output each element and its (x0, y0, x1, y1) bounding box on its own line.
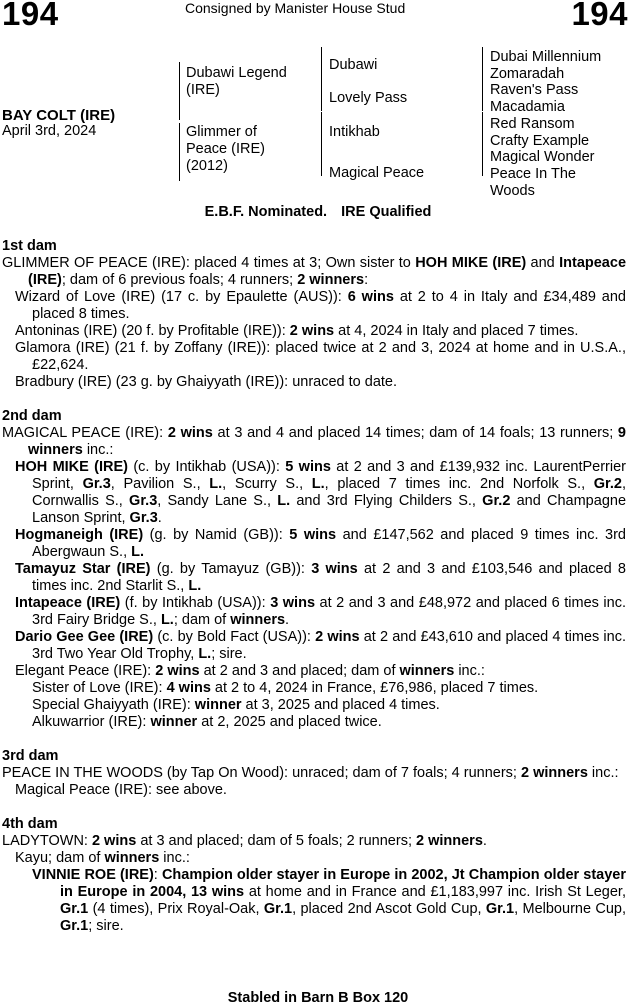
pedigree-bracket (482, 47, 483, 111)
first-dam-heading: 1st dam (2, 238, 57, 254)
fourth-dam-paragraph: LADYTOWN: 2 wins at 3 and placed; dam of 5 foals; 2 runners; 2 winners. (2, 833, 487, 849)
third-dam-paragraph: PEACE IN THE WOODS (by Tap On Wood): unraced; dam of 7 foals; 4 runners; 2 winners inc.: (2, 765, 619, 781)
pedigree-gen4-7: Magical Wonder (490, 149, 595, 165)
grand-produce-entry: Sister of Love (IRE): 4 wins at 2 to 4, 2024 in France, £76,986, placed 7 times. (32, 680, 539, 696)
produce-entry: Hogmaneigh (IRE) (g. by Namid (GB)): 5 wins and £147,562 and placed 9 times inc. 3rd Abergwaun S., L. (15, 527, 626, 560)
produce-entry: Kayu; dam of winners inc.: (15, 850, 190, 866)
pedigree-bracket (321, 47, 322, 111)
foal-entry: Bradbury (IRE) (23 g. by Ghaiyyath (IRE)): unraced to date. (15, 374, 397, 390)
third-dam-heading: 3rd dam (2, 748, 59, 764)
pedigree-bracket (179, 123, 180, 181)
foal-entry: Wizard of Love (IRE) (17 c. by Epaulette (AUS)): 6 wins at 2 to 4 in Italy and £34,489 and placed 8 times. (15, 289, 627, 322)
lot-number: 194 (2, 0, 59, 32)
fourth-dam-heading: 4th dam (2, 816, 58, 832)
pedigree-gen4-5: Red Ransom (490, 116, 575, 132)
foal-entry: Glamora (IRE) (21 f. by Zoffany (IRE)): placed twice at 2 and 3, 2024 at home and in U.S.A., £22,624. (15, 340, 626, 373)
pedigree-bracket (179, 62, 180, 120)
lot-number-right: 194 (571, 0, 628, 32)
stabling-info: Stabled in Barn B Box 120 (227, 990, 409, 1006)
grand-produce-entry: Special Ghaiyyath (IRE): winner at 3, 2025 and placed 4 times. (32, 697, 440, 713)
horse-foaled: April 3rd, 2024 (2, 123, 97, 139)
nominations (0, 204, 636, 220)
horse-name: BAY COLT (IRE) (2, 107, 116, 124)
ire-qualified: IRE Qualified (341, 204, 432, 220)
pedigree-gen4-1: Dubai Millennium (490, 49, 602, 65)
pedigree-gen4-6: Crafty Example (490, 133, 590, 149)
foal-entry: Antoninas (IRE) (20 f. by Profitable (IRE)): 2 wins at 4, 2024 in Italy and placed 7 times. (15, 323, 579, 339)
grand-produce-entry: VINNIE ROE (IRE): Champion older stayer in Europe in 2002, Jt Champion older stayer in Europe in 2004, 13 wins at home and in France and £1,183,997 inc. Irish St Leger, Gr.1 (4 times), Prix Royal-Oak, Gr.1, placed 2nd Ascot Gold Cup, Gr.1, Melbourne Cup, Gr.1; sire. (32, 867, 627, 934)
first-dam-paragraph: GLIMMER OF PEACE (IRE): placed 4 times at 3; Own sister to HOH MIKE (IRE) and Intapeace (IRE); dam of 6 previous foals; 4 runners; 2 winners: (2, 255, 627, 288)
ebf-nominated: E.B.F. Nominated. (204, 204, 328, 220)
pedigree-dam-dam: Magical Peace (329, 165, 425, 181)
pedigree-sire-dam: Lovely Pass (329, 90, 408, 106)
second-dam-heading: 2nd dam (2, 408, 62, 424)
pedigree-sire-sire: Dubawi (329, 57, 378, 73)
produce-entry: Magical Peace (IRE): see above. (15, 782, 227, 798)
grand-produce-entry: Alkuwarrior (IRE): winner at 2, 2025 and placed twice. (32, 714, 382, 730)
pedigree-bracket (321, 112, 322, 176)
pedigree-gen4-2: Zomaradah (490, 66, 565, 82)
produce-entry: HOH MIKE (IRE) (c. by Intikhab (USA)): 5 wins at 2 and 3 and £139,932 inc. LaurentPerrier Sprint, Gr.3, Pavilion S., L., Scurry S., L., placed 7 times inc. 2nd Norfolk S., Gr.2, Cornwallis S., Gr.3, Sandy Lane S., L. and 3rd Flying Childers S., Gr.2 and Champagne Lanson Sprint, Gr.3. (15, 459, 627, 526)
catalogue-body (2, 238, 626, 935)
produce-entry: Elegant Peace (IRE): 2 wins at 2 and 3 and placed; dam of winners inc.: (15, 663, 485, 679)
consignor: Consigned by Manister House Stud (185, 0, 406, 16)
produce-entry: Intapeace (IRE) (f. by Intikhab (USA)): 3 wins at 2 and 3 and £48,972 and placed 6 times inc. 3rd Fairy Bridge S., L.; dam of winners. (15, 595, 626, 628)
pedigree-bracket (482, 112, 483, 176)
second-dam-paragraph: MAGICAL PEACE (IRE): 2 wins at 3 and 4 and placed 14 times; dam of 14 foals; 13 runners; 9 winners inc.: (2, 425, 626, 458)
produce-entry: Tamayuz Star (IRE) (g. by Tamayuz (GB)): 3 wins at 2 and 3 and £103,546 and placed 8 times inc. 2nd Starlit S., L. (15, 561, 626, 594)
pedigree-dam: Glimmer of Peace (IRE) (2012) (186, 124, 265, 174)
produce-entry: Dario Gee Gee (IRE) (c. by Bold Fact (USA)): 2 wins at 2 and £43,610 and placed 4 times inc. 3rd Two Year Old Trophy, L.; sire. (15, 629, 626, 662)
pedigree-sire: Dubawi Legend (IRE) (186, 65, 287, 98)
pedigree-gen4-3: Raven's Pass (490, 82, 579, 98)
pedigree-gen4-4: Macadamia (490, 99, 565, 115)
pedigree-gen4-8: Peace In The Woods (490, 166, 576, 199)
pedigree-dam-sire: Intikhab (329, 124, 380, 140)
